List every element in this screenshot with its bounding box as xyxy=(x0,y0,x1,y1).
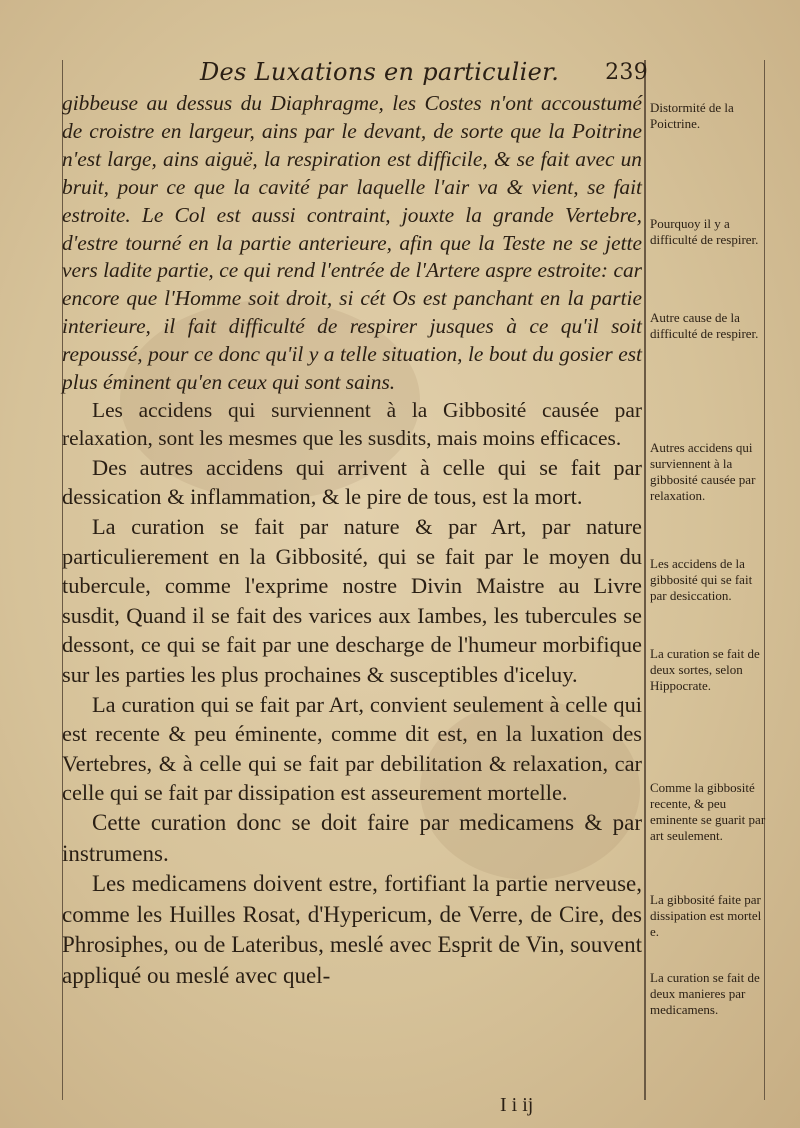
paragraph: gibbeuse au dessus du Diaphragme, les Costes n'ont accoustumé de croistre en largeur, ains par le devant, de sorte que la Poitrine n'est large, ains aiguë, la respiration est difficile, & se fait avec un bruit, pour ce que la cavité par laquelle l'air va & vient, se fait estroite. Le Col est aussi contraint, jouxte la grande Vertebre, d'estre tourné en la partie anterieure, afin que la Teste ne se jette vers ladite partie, ce qui rend l'entrée de l'Artere aspre estroite: car encore que l'Homme soit droit, si cét Os est panchant en la partie interieure, il fait difficulté de respirer jusques à ce qu'il soit repoussé, pour ce donc qu'il y a telle situation, le bout du gosier est plus éminent qu'en ceux qui sont sains. xyxy=(62,91,642,395)
margin-note: Comme la gibbosité recente, & peu eminente se guarit par art seulement. xyxy=(650,780,766,843)
paragraph: Les accidens qui surviennent à la Gibbosité causée par relaxation, sont les mesmes que les susdits, mais moins efficaces. xyxy=(62,397,642,450)
margin-note: Autre cause de la difficulté de respirer. xyxy=(650,310,759,341)
paragraph: Cette curation donc se doit faire par medicamens & par instrumens. xyxy=(62,809,642,866)
margin-note: Distormité de la Poictrine. xyxy=(650,100,734,131)
paragraph: Des autres accidens qui arrivent à celle qui se fait par dessication & inflammation, & le pire de tous, est la mort. xyxy=(62,454,642,510)
main-text xyxy=(62,90,642,991)
paragraph: La curation qui se fait par Art, convient seulement à celle qui est recente & peu éminente, comme dit est, en la luxation des Vertebres, & à celle qui se fait par debilitation & relaxation, car celle qui se fait par dissipation est asseurement mortelle. xyxy=(62,691,642,806)
paragraph: La curation se fait par nature & par Art, par nature particulierement en la Gibbosité, qui se fait par le moyen du tubercule, comme l'exprime nostre Divin Maistre au Livre susdit, Quand il se fait des varices aux Iambes, les tubercules se dessont, ce qui se fait par une descharge de l'humeur morbifique sur les parties les plus prochaines & susceptibles d'iceluy. xyxy=(62,513,642,687)
margin-note: Les accidens de la gibbosité qui se fait par desiccation. xyxy=(650,556,753,603)
margin-note: Autres accidens qui surviennent à la gibbosité causée par relaxation. xyxy=(650,440,756,503)
paragraph: Les medicamens doivent estre, fortifiant la partie nerveuse, comme les Huilles Rosat, d'Hypericum, de Verre, de Cire, des Phrosiphes, ou de Lateribus, meslé avec Esprit de Vin, souvent appliqué ou meslé avec quel- xyxy=(62,871,642,988)
running-title: Des Luxations en particulier. xyxy=(200,58,560,86)
running-header xyxy=(200,58,660,92)
column-rule xyxy=(644,60,646,1100)
signature-mark: I i ij xyxy=(500,1094,534,1116)
margin-note: Pourquoy il y a difficulté de respirer. xyxy=(650,216,759,247)
page-number: 239 xyxy=(605,60,648,85)
margin-note: La gibbosité faite par dissipation est mortel e. xyxy=(650,892,762,939)
margin-note: La curation se fait de deux manieres par medicamens. xyxy=(650,970,760,1017)
margin-note: La curation se fait de deux sortes, selon Hippocrate. xyxy=(650,646,760,693)
